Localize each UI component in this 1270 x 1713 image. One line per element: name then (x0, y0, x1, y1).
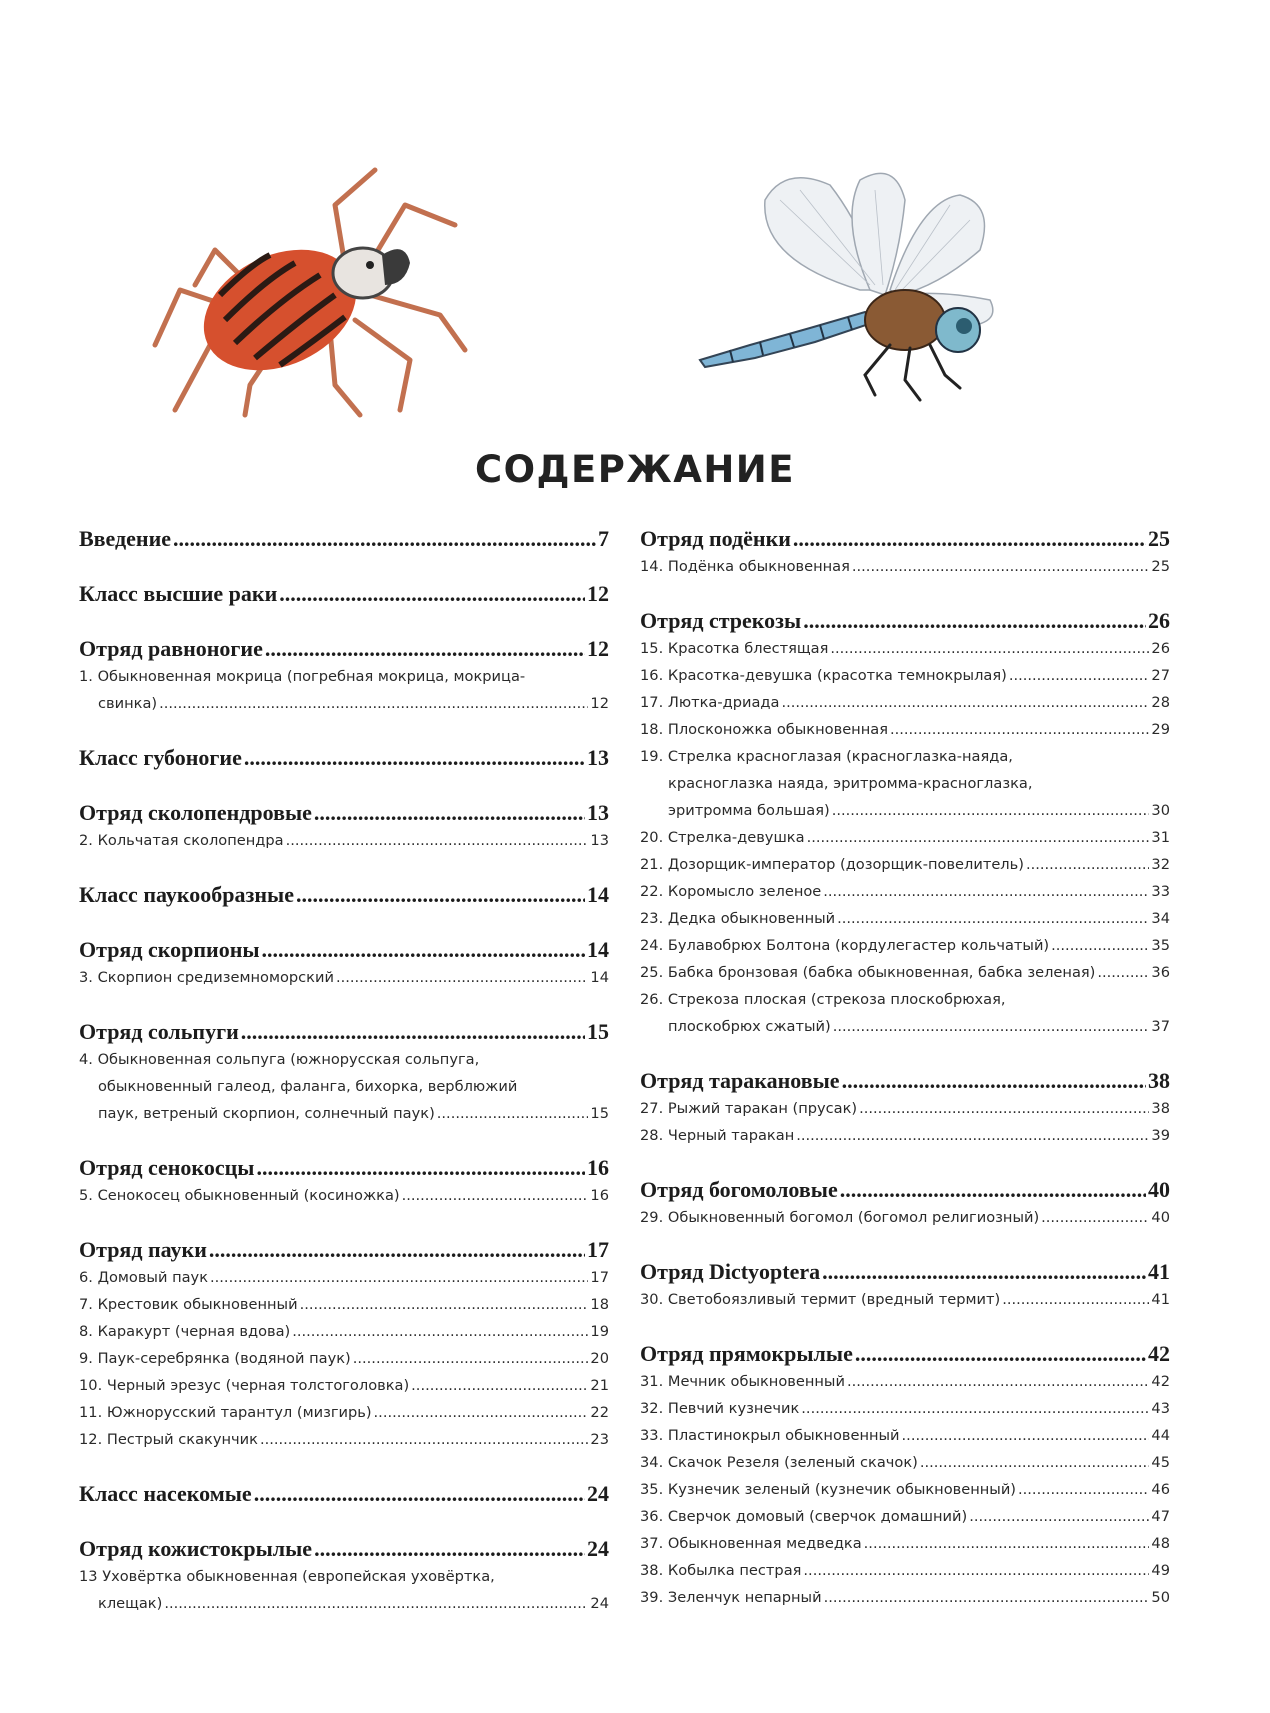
dot-leader (803, 606, 1146, 635)
toc-heading[interactable] (640, 1175, 1170, 1204)
toc-item-line: 13 Уховёртка обыкновенная (европейская уховёртка, (79, 1568, 495, 1585)
toc-heading-label: Отряд богомоловые (640, 1177, 838, 1202)
page-number: 29 (1151, 721, 1170, 738)
toc-item-label: плоскобрюх сжатый) (668, 1018, 831, 1035)
toc-item[interactable] (640, 797, 1170, 824)
toc-heading[interactable] (79, 798, 609, 827)
toc-item-label: 34. Скачок Резеля (зеленый скачок) (640, 1454, 918, 1471)
dot-leader (353, 1345, 589, 1372)
page-number: 20 (590, 1350, 609, 1367)
page-number: 22 (590, 1404, 609, 1421)
toc-item[interactable] (640, 1530, 1170, 1557)
dot-leader (830, 635, 1149, 662)
toc-item[interactable] (79, 964, 609, 991)
toc-section (79, 1017, 609, 1127)
page-number: 14 (590, 969, 609, 986)
toc-heading[interactable] (79, 1153, 609, 1182)
page-number: 15 (590, 1105, 609, 1122)
toc-section (640, 1066, 1170, 1149)
toc-item-label: 28. Черный таракан (640, 1127, 795, 1144)
toc-item[interactable] (640, 1503, 1170, 1530)
toc-heading[interactable] (79, 743, 609, 772)
page-number: 48 (1151, 1535, 1170, 1552)
dot-leader (1041, 1204, 1149, 1231)
toc-section (79, 1235, 609, 1453)
page-number: 30 (1151, 802, 1170, 819)
toc-item-label: 31. Мечник обыкновенный (640, 1373, 845, 1390)
dot-leader (374, 1399, 589, 1426)
dot-leader (801, 1395, 1149, 1422)
toc-heading-label: Отряд Dictyoptera (640, 1259, 821, 1284)
page-number: 41 (1151, 1291, 1170, 1308)
toc-heading-label: Класс паукообразные (79, 882, 294, 907)
page-number: 46 (1151, 1481, 1170, 1498)
dot-leader (793, 524, 1146, 553)
dot-leader (209, 1235, 585, 1264)
page-number: 16 (587, 1155, 609, 1180)
toc-item-label: 12. Пестрый скакунчик (79, 1431, 258, 1448)
dot-leader (840, 1175, 1146, 1204)
page-number: 26 (1151, 640, 1170, 657)
toc-heading-label: Класс насекомые (79, 1481, 252, 1506)
toc-heading[interactable] (79, 880, 609, 909)
page-number: 17 (590, 1269, 609, 1286)
toc-item-label: 30. Светобоязливый термит (вредный термит) (640, 1291, 1001, 1308)
page-number: 40 (1148, 1177, 1170, 1202)
toc-item-label: 14. Подёнка обыкновенная (640, 558, 850, 575)
toc-item[interactable] (79, 1291, 609, 1318)
dot-leader (296, 880, 585, 909)
dot-leader (159, 690, 588, 717)
toc-left-column (79, 524, 609, 1643)
toc-heading[interactable] (79, 1235, 609, 1264)
dot-leader (832, 797, 1150, 824)
page-number: 43 (1151, 1400, 1170, 1417)
dot-leader (411, 1372, 588, 1399)
dot-leader (920, 1449, 1150, 1476)
toc-item-line: 4. Обыкновенная сольпуга (южнорусская сольпуга, (79, 1051, 480, 1068)
toc-heading[interactable] (640, 606, 1170, 635)
toc-section (79, 1534, 609, 1617)
toc-item[interactable] (640, 1476, 1170, 1503)
toc-item[interactable] (640, 1422, 1170, 1449)
dot-leader (164, 1590, 588, 1617)
toc-item[interactable] (79, 827, 609, 854)
dot-leader (1009, 662, 1150, 689)
toc-item-line: красноглазка наяда, эритромма-красноглазка, (668, 775, 1033, 792)
toc-item-label: 24. Булавобрюх Болтона (кордулегастер кольчатый) (640, 937, 1050, 954)
dot-leader (292, 1318, 588, 1345)
page-title: СОДЕРЖАНИЕ (474, 448, 796, 491)
toc-item-label: 36. Сверчок домовый (сверчок домашний) (640, 1508, 968, 1525)
page-number: 13 (587, 800, 609, 825)
toc-item-label: 20. Стрелка-девушка (640, 829, 805, 846)
toc-heading-label: Класс высшие раки (79, 581, 278, 606)
dot-leader (842, 1066, 1146, 1095)
toc-item[interactable] (640, 851, 1170, 878)
page-number: 18 (590, 1296, 609, 1313)
toc-item-label: 37. Обыкновенная медведка (640, 1535, 862, 1552)
toc-item[interactable] (79, 1590, 609, 1617)
dot-leader (822, 1257, 1146, 1286)
toc-section (640, 1175, 1170, 1231)
page-number: 17 (587, 1237, 609, 1262)
toc-heading-label: Отряд сенокосцы (79, 1155, 255, 1180)
page-number: 31 (1151, 829, 1170, 846)
toc-item-label: 23. Дедка обыкновенный (640, 910, 836, 927)
page-number: 45 (1151, 1454, 1170, 1471)
toc-item-label: 10. Черный эрезус (черная толстоголовка) (79, 1377, 410, 1394)
toc-section (79, 743, 609, 772)
toc-item[interactable] (640, 1449, 1170, 1476)
toc-item[interactable] (640, 905, 1170, 932)
dot-leader (279, 579, 585, 608)
toc-item-label: 27. Рыжий таракан (прусак) (640, 1100, 858, 1117)
toc-item[interactable] (79, 1399, 609, 1426)
toc-heading[interactable] (79, 1017, 609, 1046)
toc-item-label: 2. Кольчатая сколопендра (79, 832, 284, 849)
dot-leader (241, 1017, 585, 1046)
toc-item-label: 7. Крестовик обыкновенный (79, 1296, 298, 1313)
dot-leader (859, 1095, 1149, 1122)
toc-heading-label: Отряд кожистокрылые (79, 1536, 313, 1561)
page-number: 16 (590, 1187, 609, 1204)
toc-item-label: 22. Коромысло зеленое (640, 883, 822, 900)
page-number: 36 (1151, 964, 1170, 981)
toc-item[interactable] (640, 1584, 1170, 1611)
dot-leader (300, 1291, 589, 1318)
dot-leader (314, 798, 585, 827)
toc-section (79, 634, 609, 717)
toc-item[interactable] (640, 1204, 1170, 1231)
dot-leader (173, 524, 596, 553)
toc-item-label: 39. Зеленчук непарный (640, 1589, 822, 1606)
dot-leader (1018, 1476, 1149, 1503)
dot-leader (864, 1530, 1150, 1557)
toc-item-label: 11. Южнорусский тарантул (мизгирь) (79, 1404, 372, 1421)
toc-heading-label: Отряд пауки (79, 1237, 207, 1262)
toc-item-label: 25. Бабка бронзовая (бабка обыкновенная, бабка зеленая) (640, 964, 1096, 981)
dot-leader (262, 935, 585, 964)
dot-leader (833, 1013, 1150, 1040)
toc-item-line: обыкновенный галеод, фаланга, бихорка, верблюжий (98, 1078, 518, 1095)
toc-item[interactable] (79, 1182, 609, 1209)
page-number: 12 (587, 636, 609, 661)
toc-item-label: клещак) (98, 1595, 163, 1612)
page-number: 14 (587, 937, 609, 962)
toc-item[interactable] (640, 553, 1170, 580)
page-number: 32 (1151, 856, 1170, 873)
dot-leader (796, 1122, 1149, 1149)
toc-item-label: 18. Плосконожка обыкновенная (640, 721, 888, 738)
dot-leader (890, 716, 1149, 743)
dot-leader (902, 1422, 1150, 1449)
page-number: 7 (598, 526, 609, 551)
page-number: 24 (587, 1481, 609, 1506)
toc-item[interactable] (640, 1395, 1170, 1422)
page-number: 35 (1151, 937, 1170, 954)
toc-section (79, 1153, 609, 1209)
toc-section (79, 935, 609, 991)
dot-leader (823, 878, 1149, 905)
toc-item[interactable] (640, 1557, 1170, 1584)
spider-icon (120, 145, 550, 435)
toc-item-label: свинка) (98, 695, 158, 712)
toc-item[interactable] (79, 1264, 609, 1291)
dragonfly-illustration (690, 160, 1160, 450)
toc-heading[interactable] (79, 524, 609, 553)
toc-item[interactable] (640, 716, 1170, 743)
toc-item-line: 1. Обыкновенная мокрица (погребная мокрица, мокрица- (79, 668, 526, 685)
toc-item-label: паук, ветреный скорпион, солнечный паук) (98, 1105, 435, 1122)
page-number: 38 (1151, 1100, 1170, 1117)
page-number: 14 (587, 882, 609, 907)
page-number: 24 (587, 1536, 609, 1561)
dot-leader (256, 1153, 585, 1182)
dot-leader (254, 1479, 585, 1508)
dot-leader (314, 1534, 585, 1563)
toc-heading[interactable] (79, 634, 609, 663)
toc-item-label: 32. Певчий кузнечик (640, 1400, 800, 1417)
page-number: 27 (1151, 667, 1170, 684)
page-number: 23 (590, 1431, 609, 1448)
toc-item[interactable] (640, 932, 1170, 959)
page-number: 24 (590, 1595, 609, 1612)
page-number: 33 (1151, 883, 1170, 900)
toc-item-label: 16. Красотка-девушка (красотка темнокрылая) (640, 667, 1007, 684)
dot-leader (1026, 851, 1149, 878)
spider-illustration (120, 145, 550, 435)
toc-item[interactable] (79, 1372, 609, 1399)
toc-section (79, 524, 609, 553)
toc-item[interactable] (79, 1426, 609, 1453)
dot-leader (847, 1368, 1149, 1395)
toc-item-label: 38. Кобылка пестрая (640, 1562, 802, 1579)
dot-leader (265, 634, 585, 663)
dot-leader (402, 1182, 589, 1209)
toc-section (79, 798, 609, 854)
page-number: 39 (1151, 1127, 1170, 1144)
page-number: 44 (1151, 1427, 1170, 1444)
dot-leader (260, 1426, 588, 1453)
toc-item[interactable] (640, 1122, 1170, 1149)
dot-leader (336, 964, 588, 991)
page-number: 42 (1148, 1341, 1170, 1366)
page-number: 38 (1148, 1068, 1170, 1093)
toc-item-label: 6. Домовый паук (79, 1269, 209, 1286)
page-number: 13 (590, 832, 609, 849)
page-number: 47 (1151, 1508, 1170, 1525)
dot-leader (803, 1557, 1149, 1584)
page-number: 19 (590, 1323, 609, 1340)
toc-item-label: 8. Каракурт (черная вдова) (79, 1323, 291, 1340)
dot-leader (1097, 959, 1149, 986)
toc-item-label: 35. Кузнечик зеленый (кузнечик обыкновенный) (640, 1481, 1017, 1498)
page-number: 42 (1151, 1373, 1170, 1390)
page-number: 12 (587, 581, 609, 606)
toc-heading[interactable] (640, 1339, 1170, 1368)
page-number: 28 (1151, 694, 1170, 711)
dot-leader (437, 1100, 589, 1127)
toc-item-label: 17. Лютка-дриада (640, 694, 780, 711)
toc-item-line: 19. Стрелка красноглазая (красноглазка-наяда, (640, 748, 1013, 765)
dot-leader (837, 905, 1149, 932)
toc-item[interactable] (640, 824, 1170, 851)
toc-item[interactable] (79, 1100, 609, 1127)
page-number: 50 (1151, 1589, 1170, 1606)
toc-section (640, 1257, 1170, 1313)
toc-heading-label: Отряд стрекозы (640, 608, 802, 633)
toc-item[interactable] (640, 689, 1170, 716)
toc-item-label: 33. Пластинокрыл обыкновенный (640, 1427, 900, 1444)
toc-heading[interactable] (640, 1066, 1170, 1095)
dot-leader (855, 1339, 1146, 1368)
page-number: 21 (590, 1377, 609, 1394)
toc-heading-label: Отряд скорпионы (79, 937, 260, 962)
toc-heading[interactable] (79, 579, 609, 608)
page-number: 13 (587, 745, 609, 770)
toc-section (640, 524, 1170, 580)
page-number: 49 (1151, 1562, 1170, 1579)
toc-item-label: 9. Паук-серебрянка (водяной паук) (79, 1350, 351, 1367)
toc-section (640, 606, 1170, 1040)
toc-item-label: 21. Дозорщик-император (дозорщик-повелитель) (640, 856, 1024, 873)
page-number: 41 (1148, 1259, 1170, 1284)
toc-heading-label: Отряд сольпуги (79, 1019, 239, 1044)
dot-leader (781, 689, 1149, 716)
page-number: 12 (590, 695, 609, 712)
toc-heading-label: Отряд сколопендровые (79, 800, 312, 825)
toc-item-label: эритромма большая) (668, 802, 830, 819)
toc-heading[interactable] (640, 1257, 1170, 1286)
page-number: 25 (1151, 558, 1170, 575)
toc-item[interactable] (640, 635, 1170, 662)
toc-item-label: 29. Обыкновенный богомол (богомол религиозный) (640, 1209, 1040, 1226)
dot-leader (1002, 1286, 1149, 1313)
toc-item-label: 15. Красотка блестящая (640, 640, 829, 657)
toc-right-column (640, 524, 1170, 1637)
dot-leader (286, 827, 589, 854)
toc-item[interactable] (640, 1013, 1170, 1040)
toc-section (640, 1339, 1170, 1611)
toc-heading-label: Отряд прямокрылые (640, 1341, 853, 1366)
toc-heading[interactable] (640, 524, 1170, 553)
toc-item[interactable] (640, 878, 1170, 905)
toc-item-line: 26. Стрекоза плоская (стрекоза плоскобрюхая, (640, 991, 1006, 1008)
dot-leader (969, 1503, 1149, 1530)
toc-item[interactable] (79, 1318, 609, 1345)
toc-heading[interactable] (79, 935, 609, 964)
toc-heading-label: Отряд таракановые (640, 1068, 840, 1093)
page-number: 40 (1151, 1209, 1170, 1226)
toc-section (79, 1479, 609, 1508)
dot-leader (210, 1264, 588, 1291)
toc-item[interactable] (640, 1368, 1170, 1395)
dot-leader (1051, 932, 1149, 959)
dot-leader (852, 553, 1150, 580)
toc-heading-label: Класс губоногие (79, 745, 242, 770)
toc-item-label: 3. Скорпион средиземноморский (79, 969, 334, 986)
toc-heading[interactable] (79, 1534, 609, 1563)
page-number: 26 (1148, 608, 1170, 633)
toc-heading-label: Отряд равноногие (79, 636, 263, 661)
toc-item[interactable] (79, 690, 609, 717)
toc-heading[interactable] (79, 1479, 609, 1508)
page-number: 34 (1151, 910, 1170, 927)
toc-section (79, 579, 609, 608)
dot-leader (824, 1584, 1150, 1611)
toc-item[interactable] (640, 662, 1170, 689)
dragonfly-icon (690, 160, 1160, 450)
dot-leader (244, 743, 585, 772)
toc-item-label: 5. Сенокосец обыкновенный (косиножка) (79, 1187, 400, 1204)
dot-leader (807, 824, 1150, 851)
page-number: 37 (1151, 1018, 1170, 1035)
toc-heading-label: Отряд подёнки (640, 526, 791, 551)
page-number: 25 (1148, 526, 1170, 551)
toc-item[interactable] (79, 1345, 609, 1372)
page-number: 15 (587, 1019, 609, 1044)
toc-item[interactable] (640, 1286, 1170, 1313)
toc-item[interactable] (640, 959, 1170, 986)
toc-item[interactable] (640, 1095, 1170, 1122)
toc-section (79, 880, 609, 909)
toc-heading-label: Введение (79, 526, 172, 551)
